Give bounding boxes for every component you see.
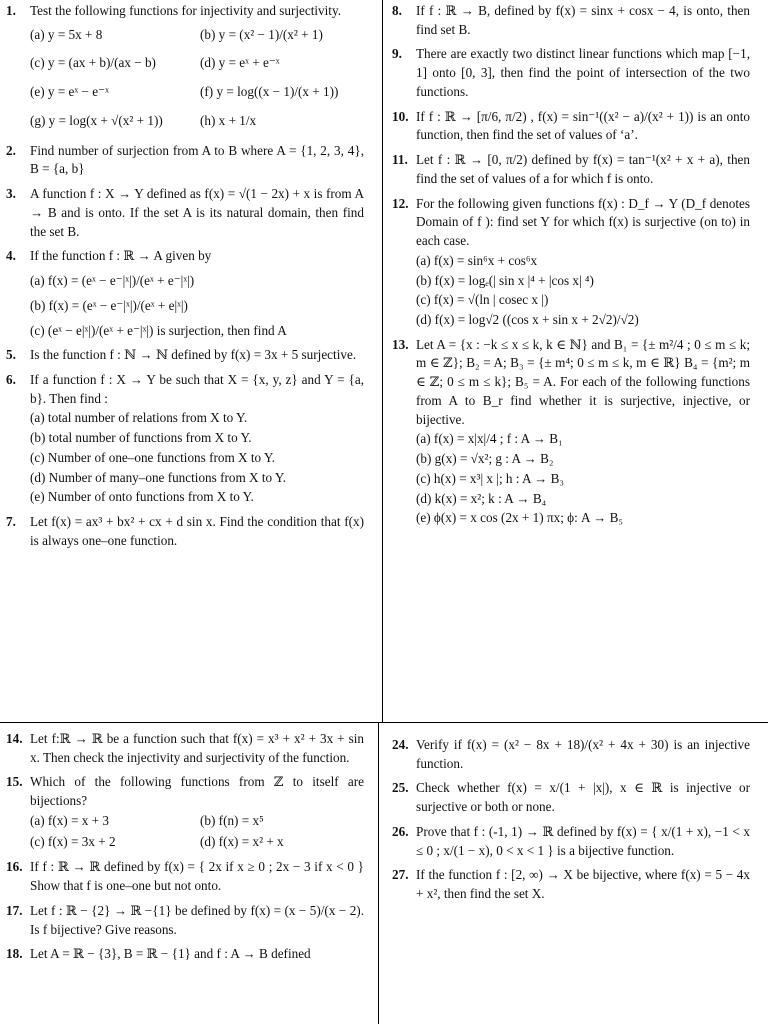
question-text: Let f:ℝ → ℝ be a function such that f(x) = x³ + x² + 3x + sin x. Then check the injectivity and surjectivity of the function. [30, 731, 364, 765]
option-item: (a) total number of relations from X to Y. [30, 410, 248, 426]
options-list [30, 409, 364, 507]
question-number: 27. [392, 867, 409, 883]
question-text: Find number of surjection from A to B where A = {1, 2, 3, 4}, B = {a, b} [30, 142, 364, 177]
question-number: 8. [392, 3, 402, 18]
question-text: Test the following functions for injectivity and surjectivity. [30, 3, 341, 18]
column-divider-bottom [378, 723, 379, 1024]
section-divider [0, 722, 768, 723]
question-number: 17. [6, 902, 23, 918]
question [2, 346, 364, 365]
question-text: If the function f : [2, ∞) → X be bijective, where f(x) = 5 − 4x + x², then find the set X. [416, 867, 750, 902]
question [2, 247, 364, 340]
question-text: Is the function f : ℕ → ℕ defined by f(x) = 3x + 5 surjective. [30, 347, 357, 363]
option-item: (e) y = eˣ − e⁻ˣ [30, 84, 109, 100]
question [388, 108, 750, 145]
options-list [30, 811, 364, 852]
question [2, 902, 364, 939]
question-text: Check whether f(x) = x/(1 + |x|), x ∈ ℝ is injective or surjective or both or none. [416, 780, 750, 815]
option-item: (b) f(n) = x⁵ [200, 812, 264, 828]
question-text: If the function f : ℝ → A given by [30, 248, 212, 264]
options-list [416, 430, 750, 528]
option-item: (a) f(x) = x|x|/4 ; f : A → B₁ [416, 431, 563, 447]
question-text: Let A = {x : −k ≤ x ≤ k, k ∈ ℕ} and B₁ = {± m²/4 ; 0 ≤ m ≤ k; m ∈ ℤ}; B₂ = A; B₃ = {± m⁴; 0 ≤ m ≤ k, m ∈ ℝ} B₄ = {m²; m ∈ ℤ; 0 ≤ m ≤ k}; B₅ = A. For each of the following functions from A to B_r find whether it is surjective, injective, or bijective. [416, 336, 750, 427]
question [2, 2, 364, 136]
question-text: Let f : ℝ − {2} → ℝ −{1} be defined by f(x) = (x − 5)/(x − 2). Is f bijective? Give reasons. [30, 902, 364, 937]
question [388, 45, 750, 101]
question [2, 858, 364, 895]
question-number: 16. [6, 859, 23, 875]
question [2, 513, 364, 550]
question [388, 195, 750, 330]
option-item: (e) Number of onto functions from X to Y. [30, 489, 254, 505]
option-item: (d) Number of many–one functions from X to Y. [30, 469, 287, 485]
column-divider-top [382, 0, 383, 722]
option-item: (a) f(x) = sin⁶x + cos⁶x [416, 252, 538, 268]
option-item: (a) y = 5x + 8 [30, 26, 103, 42]
question-number: 13. [392, 336, 409, 352]
question-number: 14. [6, 731, 23, 746]
option-item: (d) f(x) = x² + x [200, 833, 284, 849]
option-item: (c) Number of one–one functions from X to Y. [30, 449, 276, 465]
question-number: 10. [392, 108, 409, 124]
question [388, 779, 750, 816]
question-number: 2. [6, 142, 16, 158]
options-list [30, 272, 364, 340]
question [388, 2, 750, 39]
question-text: A function f : X → Y defined as f(x) = √(1 − 2x) + x is from A → B and is onto. If the set A is its natural domain, then find the set B. [30, 186, 364, 239]
option-item: (b) y = (x² − 1)/(x² + 1) [200, 26, 323, 42]
option-item: (b) g(x) = √x²; g : A → B₂ [416, 451, 554, 467]
question-text: Let f : ℝ → [0, π/2) defined by f(x) = tan⁻¹(x² + x + a), then find the set of values of a for which f is onto. [416, 152, 750, 186]
options-list [30, 21, 364, 136]
option-item: (c) f(x) = √(ln | cosec x |) [416, 292, 549, 308]
options-list [416, 252, 750, 330]
left-column-top [2, 2, 364, 557]
question-number: 3. [6, 186, 16, 202]
option-item: (b) f(x) = (eˣ − e⁻|ˣ|)/(eˣ + e|ˣ|) [30, 297, 188, 313]
question-number: 24. [392, 737, 409, 752]
question-number: 6. [6, 372, 16, 388]
question-text: If f : ℝ → B, defined by f(x) = sinx + cosx − 4, is onto, then find set B. [416, 3, 750, 37]
question-number: 25. [392, 780, 409, 796]
question-text: Which of the following functions from ℤ to itself are bijections? [30, 774, 364, 809]
question-number: 1. [6, 3, 16, 18]
option-item: (a) f(x) = (eˣ − e⁻|ˣ|)/(eˣ + e⁻|ˣ|) [30, 273, 195, 289]
right-column-bottom [388, 736, 750, 910]
question [388, 151, 750, 188]
option-item: (c) h(x) = x³| x |; h : A → B₃ [416, 470, 565, 486]
question-text: If f : ℝ → ℝ defined by f(x) = { 2x if x ≥ 0 ; 2x − 3 if x < 0 } Show that f is one–one but not onto. [30, 859, 364, 894]
question [2, 142, 364, 179]
question-text: Prove that f : (-1, 1) → ℝ defined by f(x) = { x/(1 + x), −1 < x ≤ 0 ; x/(1 − x), 0 < x < 1 } is a bijective function. [416, 823, 750, 858]
question-text: If f : ℝ → [π/6, π/2) , f(x) = sin⁻¹((x² − a)/(x² + 1)) is an onto function, then find the set of values of ‘a’. [416, 108, 750, 143]
question-number: 15. [6, 774, 23, 790]
question-text: For the following given functions f(x) : D_f → Y (D_f denotes Domain of f ): find set Y for which f(x) is surjective (on to) in each case. [416, 195, 750, 249]
question-number: 12. [392, 195, 409, 211]
question [388, 866, 750, 903]
question-text: Verify if f(x) = (x² − 8x + 18)/(x² + 4x + 30) is an injective function. [416, 737, 750, 771]
question-text: Let A = ℝ − {3}, B = ℝ − {1} and f : A → B defined [30, 946, 311, 962]
question [388, 736, 750, 773]
option-item: (h) x + 1/x [200, 112, 257, 128]
option-item: (f) y = log((x − 1)/(x + 1)) [200, 84, 339, 100]
question [2, 730, 364, 767]
option-item: (b) f(x) = logₑ(| sin x |⁴ + |cos x| ⁴) [416, 272, 594, 288]
question [388, 336, 750, 528]
option-item: (c) y = (ax + b)/(ax − b) [30, 55, 156, 71]
question-text: Let f(x) = ax³ + bx² + cx + d sin x. Find the condition that f(x) is always one–one function. [30, 514, 364, 548]
question [2, 371, 364, 507]
option-item: (e) ϕ(x) = x cos (2x + 1) πx; ϕ: A → B₅ [416, 510, 624, 526]
option-item: (b) total number of functions from X to Y. [30, 430, 252, 446]
question-number: 11. [392, 152, 408, 168]
option-item: (d) y = eˣ + e⁻ˣ [200, 55, 280, 71]
question-number: 9. [392, 46, 402, 62]
question-number: 5. [6, 347, 16, 363]
right-column-top [388, 2, 750, 534]
question-number: 4. [6, 248, 16, 264]
question-number: 18. [6, 946, 23, 962]
question-number: 7. [6, 514, 16, 530]
question-text: If a function f : X → Y be such that X = {x, y, z} and Y = {a, b}. Then find : [30, 372, 364, 406]
question-number: 26. [392, 823, 409, 839]
option-item: (d) f(x) = log√2 ((cos x + sin x + 2√2)/√2) [416, 312, 639, 328]
option-item: (c) (eˣ − e|ˣ|)/(eˣ + e⁻|ˣ|) is surjection, then find A [30, 322, 287, 338]
left-column-bottom [2, 730, 364, 970]
question [388, 823, 750, 860]
option-item: (c) f(x) = 3x + 2 [30, 833, 116, 849]
question-text: There are exactly two distinct linear functions which map [−1, 1] onto [0, 3], then find the point of intersection of the two functions. [416, 46, 750, 99]
option-item: (a) f(x) = x + 3 [30, 812, 109, 828]
question [2, 185, 364, 241]
question [2, 773, 364, 852]
option-item: (d) k(x) = x²; k : A → B₄ [416, 490, 547, 506]
question [2, 945, 364, 964]
option-item: (g) y = log(x + √(x² + 1)) [30, 112, 163, 128]
